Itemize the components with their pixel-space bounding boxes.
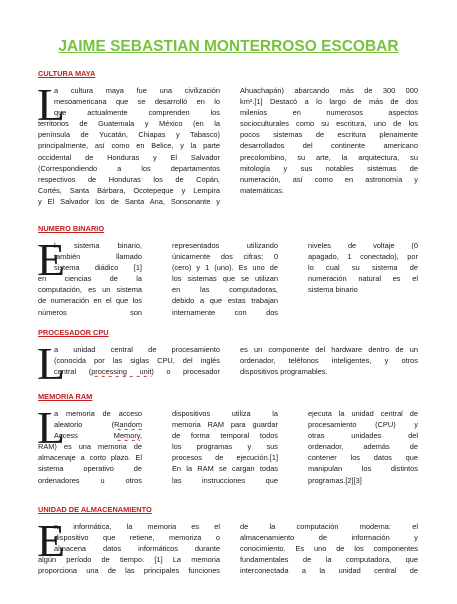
- text-line: también llamado: [54, 252, 142, 262]
- text-line: Access Memory,: [54, 431, 142, 441]
- text-line: contener los datos que: [308, 453, 418, 463]
- text-line: a memoria de acceso: [54, 409, 142, 418]
- text-line: precolombino, su arte, la arquitectura, su: [240, 152, 418, 162]
- section-column-1: [38, 240, 142, 318]
- section-column-2: [172, 408, 278, 486]
- text-line: pocos sistemas de escritura plenamente: [240, 130, 418, 140]
- text-line: las instrucciones que: [172, 475, 278, 485]
- section-column-2: [240, 521, 418, 576]
- memory-text: Memory: [113, 431, 140, 441]
- text-line: RAM) es una memoria de: [38, 442, 142, 452]
- section-column-1: [38, 521, 220, 576]
- text-line: ordenador, además de: [308, 442, 418, 452]
- text-line: mesoamericana que se desarrolló en lo: [54, 97, 220, 107]
- text-line: programas.[2][3]: [308, 475, 362, 485]
- text-line: desarrollados del continente americano: [240, 141, 418, 151]
- text-line: mitología y sus notables sistemas de: [240, 163, 418, 173]
- text-line: ordenadores u otros: [38, 475, 142, 485]
- text-line: interconectada a la unidad central de: [240, 566, 418, 576]
- text-line: apagado, 1 conectado), por: [308, 252, 418, 262]
- text-line: almacena datos informáticos durante: [54, 544, 220, 554]
- text-line: km².[1] Destacó a lo largo de más de dos: [240, 97, 418, 107]
- text-line: Ahuachapán) abarcando más de 300 000: [240, 86, 418, 95]
- text-line: central (processing unit) o procesador: [54, 367, 220, 377]
- text-line: otras unidades del: [308, 431, 418, 441]
- section-heading-unidad-de-almacenamiento: UNIDAD DE ALMACENAMIENTO: [38, 505, 152, 514]
- text-line: los sistemas que se utilizan: [172, 274, 278, 284]
- text-line: internamente con dos: [172, 307, 278, 317]
- text-line: (Correspondiendo a los departamentos: [38, 163, 220, 173]
- text-line: números son: [38, 307, 142, 317]
- text-line: l sistema binario,: [54, 241, 142, 250]
- text-line: computación, es un sistema: [38, 285, 142, 295]
- text-line: dispositivos programables.: [240, 367, 328, 377]
- text-line: que actualmente comprenden los: [54, 108, 220, 118]
- page-title: JAIME SEBASTIAN MONTERROSO ESCOBAR: [58, 38, 399, 55]
- section-column-2: [240, 85, 418, 196]
- text-line: procesamiento (CPU) y: [308, 420, 418, 430]
- text-line: En la RAM se cargan todas: [172, 464, 278, 474]
- section-column-2: [240, 344, 418, 377]
- text-line: debido a que estas trabajan: [172, 296, 278, 306]
- text-line: milenios en numerosos aspectos: [240, 108, 418, 118]
- text-line: sistema operativo de: [38, 464, 142, 474]
- text-line: y El Salvador los de Santa Ana, Sonsonante y: [38, 196, 220, 206]
- text-line: a unidad central de procesamiento: [54, 345, 220, 354]
- text-line: en ciencias de la: [38, 274, 142, 284]
- text-line: de numeración en el que los: [38, 296, 142, 306]
- text-line: almacenaje a corto plazo. El: [38, 453, 142, 463]
- text-line: numeración, así como en astronomía y: [240, 174, 418, 184]
- dropcap: L: [37, 402, 66, 453]
- section-column-3: [308, 240, 418, 295]
- text-line: procesos de ejecución.[1]: [172, 453, 278, 463]
- section-column-1: [38, 408, 142, 486]
- text-line: de forma temporal todos: [172, 431, 278, 441]
- text-line: lo cual su sistema de: [308, 263, 418, 273]
- text-line: fundamentales de la computadora, que: [240, 555, 418, 565]
- text-line: dispositivo que retiene, memoriza o: [54, 533, 220, 543]
- text-line: representados utilizando: [172, 241, 278, 250]
- dropcap: E: [37, 515, 66, 566]
- text-line: manipulan los distintos: [308, 464, 418, 474]
- dropcap: L: [37, 79, 66, 130]
- text-line: de la computación moderna: el: [240, 522, 418, 531]
- text-line: socioculturales como su escritura, uno de los: [240, 119, 418, 129]
- section-column-3: [308, 408, 418, 486]
- text-line: dispositivos utiliza la: [172, 409, 278, 418]
- text-line: únicamente dos cifras: 0: [172, 252, 278, 262]
- text-line: sistema binario: [308, 285, 358, 295]
- text-line: niveles de voltaje (0: [308, 241, 418, 250]
- random-text: Random: [114, 420, 142, 430]
- text-line: (conocida por las siglas CPU, del inglés: [54, 356, 220, 366]
- text-line: n informática, la memoria es el: [54, 522, 220, 531]
- text-line: es un componente del hardware dentro de un: [240, 345, 418, 354]
- text-line: almacenamiento de información y: [240, 533, 418, 543]
- processing-unit-text: processing unit: [91, 367, 152, 377]
- text-line: principalmente, así como en Belice, y la parte: [38, 141, 220, 151]
- text-line: matemáticas.: [240, 185, 284, 195]
- text-line: los programas y sus: [172, 442, 278, 452]
- text-line: en las computadoras,: [172, 285, 278, 295]
- section-column-1: [38, 344, 220, 377]
- text-line: ejecuta la unidad central de: [308, 409, 418, 418]
- section-heading-memoria-ram: MEMORIA RAM: [38, 392, 93, 401]
- text-line: territorios de Guatemala y México (en la: [38, 119, 220, 129]
- text-line: ordenador, teléfonos inteligentes, y otros: [240, 356, 418, 366]
- text-line: numeración natural es el: [308, 274, 418, 284]
- section-heading-procesador-cpu: PROCESADOR CPU: [38, 328, 109, 337]
- text-line: aleatorio (Random: [54, 420, 142, 430]
- section-heading-numero-binario: NUMERO BINARIO: [38, 224, 105, 233]
- section-column-2: [172, 240, 278, 318]
- text-line: proporciona una de las principales funciones: [38, 566, 220, 576]
- text-line: respectivos de Honduras los de Copán,: [38, 174, 220, 184]
- text-line: occidental de Honduras y El Salvador: [38, 152, 220, 162]
- text-line: conocimiento. Es uno de los componentes: [240, 544, 418, 554]
- dropcap: L: [37, 338, 66, 389]
- section-column-1: [38, 85, 220, 207]
- text-line: a cultura maya fue una civilización: [54, 86, 220, 95]
- text-line: (cero) y 1 (uno). Es uno de: [172, 263, 278, 273]
- text-line: sistema diádico [1]: [54, 263, 142, 273]
- text-line: Cortés, Santa Bárbara, Ocotepeque y Lempira: [38, 185, 220, 195]
- section-heading-cultura-maya: CULTURA MAYA: [38, 69, 96, 78]
- text-line: península de Yucatán, Chiapas y Tabasco): [38, 130, 220, 140]
- text-line: memoria RAM para guardar: [172, 420, 278, 430]
- dropcap: E: [37, 234, 66, 285]
- text-line: algún período de tiempo. [1] La memoria: [38, 555, 220, 565]
